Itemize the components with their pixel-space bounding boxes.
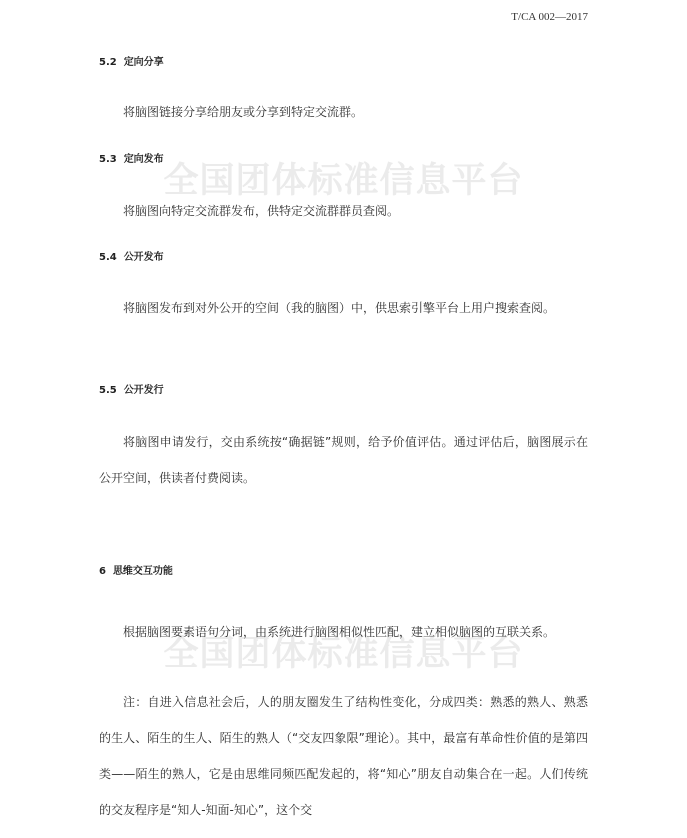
section-body-6: 根据脑图要素语句分词，由系统进行脑图相似性匹配，建立相似脑图的互联关系。 — [123, 625, 556, 639]
section-heading-5-2 — [99, 53, 164, 68]
section-heading-5-5 — [99, 381, 164, 396]
section-title: 定向分享 — [123, 57, 164, 68]
section-title: 公开发行 — [123, 385, 164, 396]
section-heading-6 — [99, 562, 173, 577]
note-paragraph: 注：自进入信息社会后，人的朋友圈发生了结构性变化，分成四类：熟悉的熟人、熟悉的生人、陌生的生人、陌生的熟人（“交友四象限”理论）。其中，最富有革命性价值的是第四类——陌生的熟人，它是由思维同频匹配发起的，将“知心”朋友自动集合在一起。人们传统的交友程序是“知人-知面-知心”，这个交 — [99, 695, 588, 817]
document-code: T/CA 002—2017 — [511, 11, 588, 23]
section-heading-5-4 — [99, 248, 164, 263]
watermark: 全国团体标准信息平台 — [163, 634, 524, 674]
section-number: 5.2 — [99, 57, 117, 68]
section-title: 公开发布 — [123, 252, 164, 263]
section-title: 定向发布 — [123, 154, 164, 165]
section-body-5-5: 将脑图申请发行，交由系统按“确据链”规则，给予价值评估。通过评估后，脑图展示在公开空间，供读者付费阅读。 — [99, 435, 588, 485]
section-title: 思维交互功能 — [112, 566, 173, 577]
section-number: 5.4 — [99, 252, 117, 263]
section-heading-5-3 — [99, 150, 164, 165]
watermark: 全国团体标准信息平台 — [163, 161, 524, 201]
section-number: 5.5 — [99, 385, 117, 396]
section-body-5-2: 将脑图链接分享给朋友或分享到特定交流群。 — [123, 105, 364, 119]
section-number: 5.3 — [99, 154, 117, 165]
section-body-5-3: 将脑图向特定交流群发布，供特定交流群群员查阅。 — [123, 204, 400, 218]
section-body-5-4: 将脑图发布到对外公开的空间（我的脑图）中，供思索引擎平台上用户搜索查阅。 — [123, 301, 556, 315]
section-number: 6 — [99, 566, 106, 577]
